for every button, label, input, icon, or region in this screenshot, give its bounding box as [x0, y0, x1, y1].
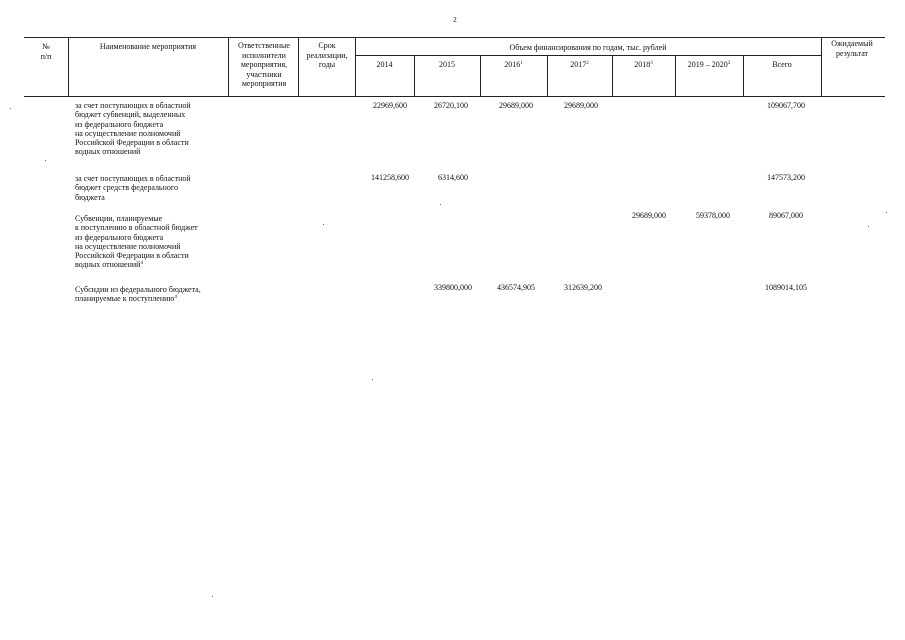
- year-header: 2015: [439, 60, 455, 69]
- year-header: 2018$^3$: [634, 60, 653, 69]
- row-name-line: водных отношений: [75, 147, 141, 157]
- year-header: 2014: [376, 60, 393, 69]
- header-funding: Объем финансирования по годам, тыс. рублей: [509, 43, 667, 52]
- scan-speck: [868, 226, 869, 227]
- header-term: Срок реализации, годы: [306, 41, 348, 69]
- row-name-line: за счет поступающих в областной: [75, 101, 191, 110]
- value-total: 109067,700: [767, 101, 805, 110]
- row-name-line: бюджет субвенций, выделенных: [75, 110, 186, 120]
- scan-speck: [10, 108, 11, 109]
- value-2015: 6314,600: [438, 173, 468, 182]
- value-total: 147573,200: [767, 173, 805, 182]
- scan-speck: [323, 224, 324, 225]
- year-header: 2017$^2$: [570, 60, 589, 69]
- scan-speck: [372, 379, 373, 380]
- row-name-line: бюджет средств федерального: [75, 183, 178, 193]
- row-name-line: планируемые к поступлению$^4$: [75, 294, 177, 304]
- row-name: [75, 285, 235, 304]
- value-2015: 339800,000: [434, 283, 472, 292]
- row-name: [75, 101, 235, 157]
- header-name: Наименование мероприятия: [99, 42, 197, 51]
- value-2014: 22969,600: [373, 101, 407, 110]
- value-2014: 141258,600: [371, 173, 409, 182]
- year-header: 2019 – 2020$^3$: [687, 60, 731, 69]
- value-total: 1089014,105: [765, 283, 807, 292]
- row-name-line: водных отношений$^4$: [75, 260, 143, 270]
- page-number: 2: [453, 15, 457, 24]
- value-2018: 29689,000: [632, 211, 666, 220]
- row-name-line: Субсидии из федерального бюджета,: [75, 285, 201, 294]
- header-result: Ожидаемый результат: [831, 39, 873, 58]
- year-header: 2016$^1$: [504, 60, 523, 69]
- scan-speck: [886, 212, 887, 213]
- value-2016: 29689,000: [499, 101, 533, 110]
- row-name-line: на осуществление полномочий: [75, 241, 181, 251]
- header-num: № п/п: [40, 42, 52, 61]
- row-name-line: на осуществление полномочий: [75, 128, 181, 138]
- header-top-border: [24, 37, 885, 38]
- row-name-line: Российской Федерации в области: [75, 251, 189, 261]
- value-2019-2020: 59378,000: [696, 211, 730, 220]
- row-name-line: из федерального бюджета: [75, 232, 164, 242]
- value-total: 89067,000: [769, 211, 803, 220]
- value-2016: 436574,905: [497, 283, 535, 292]
- funding-subheader-border: [355, 55, 821, 56]
- value-2017: 29689,000: [564, 101, 598, 110]
- row-name-line: бюджета: [75, 192, 105, 202]
- row-name-line: за счет поступающих в областной: [75, 174, 191, 183]
- value-2015: 26720,100: [434, 101, 468, 110]
- row-name-line: Российской Федерации в области: [75, 138, 189, 148]
- scan-speck: [45, 160, 46, 161]
- col-divider: [228, 37, 229, 97]
- scan-speck: [212, 596, 213, 597]
- header-bottom-border: [24, 96, 885, 97]
- row-name-line: из федерального бюджета: [75, 119, 164, 129]
- row-name: [75, 174, 235, 202]
- row-name-line: к поступлению в областной бюджет: [75, 223, 198, 233]
- row-name-line: Субвенции, планируемые: [75, 214, 163, 223]
- row-name: [75, 214, 235, 270]
- value-2017: 312639,200: [564, 283, 602, 292]
- scan-speck: [440, 204, 441, 205]
- year-header: Всего: [772, 60, 792, 69]
- header-responsible: Ответственные исполнители мероприятия, участники мероприятия: [238, 41, 290, 88]
